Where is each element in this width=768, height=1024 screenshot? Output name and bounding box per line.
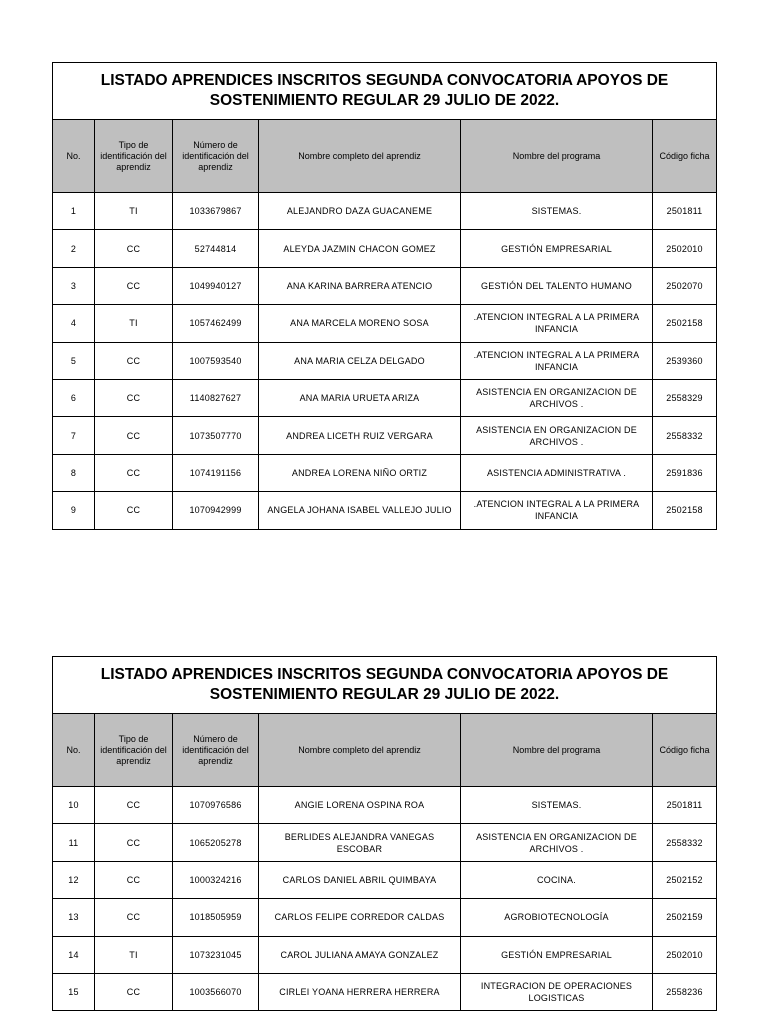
cell-numero: 1000324216: [173, 861, 259, 898]
cell-tipo: CC: [95, 973, 173, 1010]
cell-no: 12: [53, 861, 95, 898]
cell-programa: COCINA.: [461, 861, 653, 898]
applicants-table-1: [52, 62, 717, 530]
column-header-no: No.: [53, 714, 95, 787]
cell-nombre: ANGELA JOHANA ISABEL VALLEJO JULIO: [259, 492, 461, 529]
cell-ficha: 2501811: [653, 787, 717, 824]
cell-tipo: CC: [95, 787, 173, 824]
cell-nombre: CAROL JULIANA AMAYA GONZALEZ: [259, 936, 461, 973]
cell-tipo: CC: [95, 492, 173, 529]
table-body: [53, 193, 717, 530]
cell-tipo: CC: [95, 861, 173, 898]
cell-ficha: 2502159: [653, 899, 717, 936]
cell-numero: 1003566070: [173, 973, 259, 1010]
cell-numero: 1033679867: [173, 193, 259, 230]
cell-nombre: ANA MARIA CELZA DELGADO: [259, 342, 461, 379]
cell-programa: AGROBIOTECNOLOGÍA: [461, 899, 653, 936]
cell-programa: GESTIÓN DEL TALENTO HUMANO: [461, 267, 653, 304]
column-header-nombre: Nombre completo del aprendiz: [259, 714, 461, 787]
cell-nombre: CIRLEI YOANA HERRERA HERRERA: [259, 973, 461, 1010]
cell-ficha: 2502010: [653, 936, 717, 973]
cell-programa: GESTIÓN EMPRESARIAL: [461, 230, 653, 267]
table-row: [53, 861, 717, 898]
cell-ficha: 2502158: [653, 305, 717, 342]
cell-ficha: 2558332: [653, 824, 717, 861]
cell-nombre: ANGIE LORENA OSPINA ROA: [259, 787, 461, 824]
cell-tipo: CC: [95, 267, 173, 304]
cell-tipo: TI: [95, 936, 173, 973]
cell-programa: .ATENCION INTEGRAL A LA PRIMERA INFANCIA: [461, 492, 653, 529]
cell-ficha: 2558332: [653, 417, 717, 454]
cell-nombre: ALEYDA JAZMIN CHACON GOMEZ: [259, 230, 461, 267]
header-row: [53, 714, 717, 787]
cell-programa: ASISTENCIA ADMINISTRATIVA .: [461, 454, 653, 491]
cell-programa: .ATENCION INTEGRAL A LA PRIMERA INFANCIA: [461, 342, 653, 379]
cell-nombre: ANA MARIA URUETA ARIZA: [259, 379, 461, 416]
cell-numero: 1074191156: [173, 454, 259, 491]
column-header-programa: Nombre del programa: [461, 714, 653, 787]
table-row: [53, 342, 717, 379]
cell-numero: 1018505959: [173, 899, 259, 936]
cell-ficha: 2501811: [653, 193, 717, 230]
cell-nombre: ANA MARCELA MORENO SOSA: [259, 305, 461, 342]
table-row: [53, 305, 717, 342]
cell-numero: 1007593540: [173, 342, 259, 379]
table-row: [53, 230, 717, 267]
table-row: [53, 454, 717, 491]
cell-nombre: ANDREA LORENA NIÑO ORTIZ: [259, 454, 461, 491]
table-row: [53, 417, 717, 454]
cell-ficha: 2502070: [653, 267, 717, 304]
cell-nombre: CARLOS FELIPE CORREDOR CALDAS: [259, 899, 461, 936]
table-row: [53, 492, 717, 529]
column-header-tipo: Tipo de identificación del aprendiz: [95, 714, 173, 787]
cell-numero: 1140827627: [173, 379, 259, 416]
cell-numero: 52744814: [173, 230, 259, 267]
cell-no: 11: [53, 824, 95, 861]
cell-nombre: ALEJANDRO DAZA GUACANEME: [259, 193, 461, 230]
cell-no: 4: [53, 305, 95, 342]
cell-no: 8: [53, 454, 95, 491]
cell-programa: ASISTENCIA EN ORGANIZACION DE ARCHIVOS .: [461, 824, 653, 861]
table-title: LISTADO APRENDICES INSCRITOS SEGUNDA CONVOCATORIA APOYOS DE SOSTENIMIENTO REGULAR 29 JULIO DE 2022.: [53, 657, 717, 714]
cell-ficha: 2558236: [653, 973, 717, 1010]
cell-ficha: 2502152: [653, 861, 717, 898]
cell-ficha: 2502010: [653, 230, 717, 267]
column-header-ficha: Código ficha: [653, 714, 717, 787]
table-row: [53, 973, 717, 1010]
table-row: [53, 193, 717, 230]
cell-numero: 1070942999: [173, 492, 259, 529]
cell-no: 13: [53, 899, 95, 936]
cell-programa: ASISTENCIA EN ORGANIZACION DE ARCHIVOS .: [461, 417, 653, 454]
cell-numero: 1049940127: [173, 267, 259, 304]
column-header-tipo: Tipo de identificación del aprendiz: [95, 120, 173, 193]
cell-tipo: CC: [95, 230, 173, 267]
cell-nombre: CARLOS DANIEL ABRIL QUIMBAYA: [259, 861, 461, 898]
cell-nombre: ANDREA LICETH RUIZ VERGARA: [259, 417, 461, 454]
cell-programa: .ATENCION INTEGRAL A LA PRIMERA INFANCIA: [461, 305, 653, 342]
cell-no: 15: [53, 973, 95, 1010]
cell-tipo: TI: [95, 305, 173, 342]
cell-programa: SISTEMAS.: [461, 787, 653, 824]
column-header-numero: Número de identificación del aprendiz: [173, 714, 259, 787]
table-row: [53, 899, 717, 936]
cell-no: 5: [53, 342, 95, 379]
cell-no: 3: [53, 267, 95, 304]
cell-ficha: 2502158: [653, 492, 717, 529]
column-header-ficha: Código ficha: [653, 120, 717, 193]
cell-no: 7: [53, 417, 95, 454]
cell-no: 10: [53, 787, 95, 824]
cell-tipo: CC: [95, 342, 173, 379]
cell-tipo: CC: [95, 417, 173, 454]
table-row: [53, 379, 717, 416]
table-row: [53, 267, 717, 304]
cell-tipo: CC: [95, 899, 173, 936]
applicants-table-2: [52, 656, 717, 1011]
cell-nombre: BERLIDES ALEJANDRA VANEGAS ESCOBAR: [259, 824, 461, 861]
cell-programa: ASISTENCIA EN ORGANIZACION DE ARCHIVOS .: [461, 379, 653, 416]
column-header-numero: Número de identificación del aprendiz: [173, 120, 259, 193]
cell-programa: SISTEMAS.: [461, 193, 653, 230]
cell-no: 2: [53, 230, 95, 267]
column-header-nombre: Nombre completo del aprendiz: [259, 120, 461, 193]
cell-numero: 1070976586: [173, 787, 259, 824]
cell-tipo: CC: [95, 379, 173, 416]
table-body: [53, 787, 717, 1011]
cell-numero: 1065205278: [173, 824, 259, 861]
cell-tipo: CC: [95, 824, 173, 861]
cell-tipo: CC: [95, 454, 173, 491]
cell-tipo: TI: [95, 193, 173, 230]
cell-numero: 1073231045: [173, 936, 259, 973]
cell-numero: 1057462499: [173, 305, 259, 342]
column-header-no: No.: [53, 120, 95, 193]
cell-ficha: 2591836: [653, 454, 717, 491]
cell-programa: INTEGRACION DE OPERACIONES LOGISTICAS: [461, 973, 653, 1010]
table-row: [53, 824, 717, 861]
cell-nombre: ANA KARINA BARRERA ATENCIO: [259, 267, 461, 304]
cell-no: 14: [53, 936, 95, 973]
table-row: [53, 936, 717, 973]
cell-programa: GESTIÓN EMPRESARIAL: [461, 936, 653, 973]
cell-ficha: 2558329: [653, 379, 717, 416]
table-row: [53, 787, 717, 824]
header-row: [53, 120, 717, 193]
cell-ficha: 2539360: [653, 342, 717, 379]
table-title: LISTADO APRENDICES INSCRITOS SEGUNDA CONVOCATORIA APOYOS DE SOSTENIMIENTO REGULAR 29 JULIO DE 2022.: [53, 63, 717, 120]
cell-numero: 1073507770: [173, 417, 259, 454]
cell-no: 9: [53, 492, 95, 529]
cell-no: 6: [53, 379, 95, 416]
column-header-programa: Nombre del programa: [461, 120, 653, 193]
cell-no: 1: [53, 193, 95, 230]
